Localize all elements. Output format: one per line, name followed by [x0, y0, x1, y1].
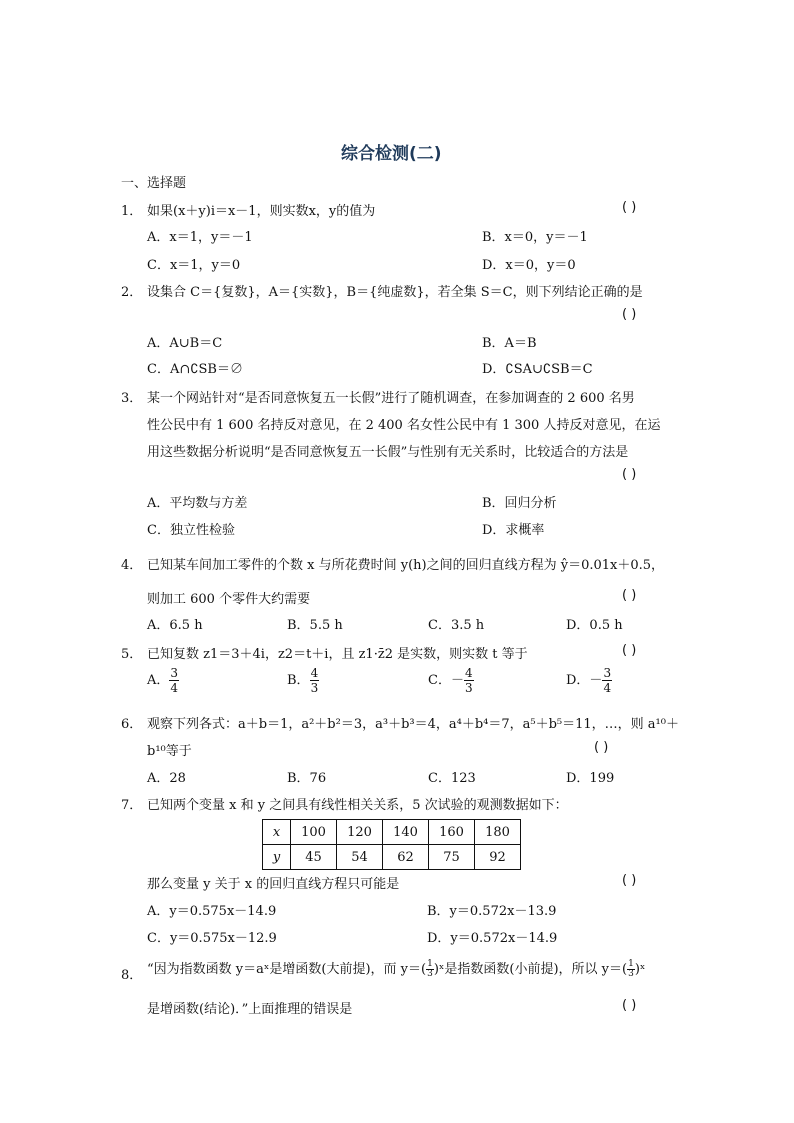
q4-option-b: B．5.5 h: [287, 618, 343, 633]
q2-number: 2．: [121, 285, 143, 300]
table-cell: 54: [337, 845, 383, 870]
table-row: [263, 820, 521, 845]
table-cell: 160: [429, 820, 475, 845]
q2-option-a: A．A∪B＝C: [147, 336, 223, 351]
q6-stem-line1: 观察下列各式：a＋b＝1，a²＋b²＝3，a³＋b³＝4，a⁴＋b⁴＝7，a⁵＋b⁵＝11，…，则 a¹⁰＋: [147, 717, 679, 732]
q3-number: 3．: [121, 391, 143, 406]
fraction: $\frac{1}{3}$: [628, 959, 634, 979]
q4-number: 4．: [121, 558, 143, 573]
q5-option-d: D．－ $\frac{3}{4}$: [566, 666, 612, 695]
q5-option-b: B． $\frac{4}{3}$: [287, 666, 319, 695]
q7-option-d: D．y＝0.572x－14.9: [427, 931, 558, 946]
table-header-y: y: [263, 845, 291, 870]
table-row: [263, 845, 521, 870]
table-cell: 180: [475, 820, 521, 845]
table-cell: 45: [291, 845, 337, 870]
q3-stem-line3: 用这些数据分析说明“是否同意恢复五一长假”与性别有无关系时，比较适合的方法是: [147, 445, 629, 460]
q3-option-b: B．回归分析: [482, 496, 557, 511]
q6-option-a: A．28: [147, 771, 186, 786]
q6-option-d: D．199: [566, 771, 615, 786]
q2-answer-paren: ( ): [622, 307, 637, 322]
table-cell: 140: [383, 820, 429, 845]
table-cell: 120: [337, 820, 383, 845]
q6-stem-line2: b¹⁰等于: [147, 744, 192, 759]
q6-option-b: B．76: [287, 771, 327, 786]
page-title: 综合检测(二): [341, 144, 442, 164]
q1-number: 1．: [121, 204, 143, 219]
table-header-x: x: [263, 820, 291, 845]
q8-stem-line2: 是增函数(结论)．”上面推理的错误是: [147, 1002, 353, 1017]
q3-stem-line1: 某一个网站针对“是否同意恢复五一长假”进行了随机调查，在参加调查的 2 600 名男: [147, 391, 635, 406]
q3-option-d: D．求概率: [482, 523, 545, 538]
q8-answer-paren: ( ): [622, 998, 637, 1013]
q3-option-a: A．平均数与方差: [147, 496, 248, 511]
q6-answer-paren: ( ): [594, 740, 609, 755]
q2-option-b: B．A＝B: [482, 336, 537, 351]
q7-data-table: [262, 819, 521, 870]
q6-option-c: C．123: [428, 771, 476, 786]
q7-answer-paren: ( ): [622, 873, 637, 888]
q3-stem-line2: 性公民中有 1 600 名持反对意见，在 2 400 名女性公民中有 1 300 人持反对意见，在运: [147, 418, 661, 433]
q8-stem-line1: “因为指数函数 y＝aˣ是增函数(大前提)，而 y＝( $\frac{1}{3}$ )ˣ是指数函数(小前提)，所以 y＝( $\frac{1}{3}$ )ˣ: [147, 959, 646, 979]
q1-option-d: D．x＝0，y＝0: [482, 258, 576, 273]
q2-stem: 设集合 C＝{复数}，A＝{实数}，B＝{纯虚数}，若全集 S＝C，则下列结论正确的是: [147, 285, 643, 300]
q1-option-b: B．x＝0，y＝－1: [482, 230, 588, 245]
q8-number: 8．: [121, 968, 143, 983]
table-cell: 92: [475, 845, 521, 870]
q7-option-c: C．y＝0.575x－12.9: [147, 931, 277, 946]
q1-option-a: A．x＝1，y＝－1: [147, 230, 253, 245]
q7-stem-line2: 那么变量 y 关于 x 的回归直线方程只可能是: [147, 877, 400, 892]
fraction: $\frac{4}{3}$: [464, 666, 473, 695]
q5-option-c: C．－ $\frac{4}{3}$: [428, 666, 473, 695]
q7-option-b: B．y＝0.572x－13.9: [427, 904, 557, 919]
q4-option-c: C．3.5 h: [428, 618, 485, 633]
q5-number: 5．: [121, 647, 143, 662]
q2-option-c: C．A∩∁SB＝∅: [147, 362, 243, 377]
q3-answer-paren: ( ): [622, 467, 637, 482]
q1-answer-paren: ( ): [622, 200, 637, 215]
q4-stem-line2: 则加工 600 个零件大约需要: [147, 592, 311, 607]
q7-stem-line1: 已知两个变量 x 和 y 之间具有线性相关关系，5 次试验的观测数据如下：: [147, 798, 568, 813]
q4-answer-paren: ( ): [622, 588, 637, 603]
fraction: $\frac{3}{4}$: [170, 666, 179, 695]
fraction: $\frac{4}{3}$: [310, 666, 319, 695]
q4-option-a: A．6.5 h: [147, 618, 203, 633]
q2-option-d: D．∁SA∪∁SB＝C: [482, 362, 593, 377]
q7-option-a: A．y＝0.575x－14.9: [147, 904, 277, 919]
q6-number: 6．: [121, 717, 143, 732]
fraction: $\frac{1}{3}$: [427, 959, 433, 979]
section-heading: 一、选择题: [121, 176, 187, 191]
q5-stem: 已知复数 z1＝3＋4i，z2＝t＋i，且 z1·z̄2 是实数，则实数 t 等于: [147, 647, 528, 662]
q5-option-a: A． $\frac{3}{4}$: [147, 666, 179, 695]
table-cell: 100: [291, 820, 337, 845]
q1-option-c: C．x＝1，y＝0: [147, 258, 241, 273]
q4-stem-line1: 已知某车间加工零件的个数 x 与所花费时间 y(h)之间的回归直线方程为 ŷ＝0.01x＋0.5，: [147, 558, 665, 573]
fraction: $\frac{3}{4}$: [603, 666, 612, 695]
q1-stem: 如果(x＋y)i＝x－1，则实数x，y的值为: [147, 204, 376, 219]
table-cell: 62: [383, 845, 429, 870]
q4-option-d: D．0.5 h: [566, 618, 623, 633]
q7-number: 7．: [121, 798, 143, 813]
table-cell: 75: [429, 845, 475, 870]
q5-answer-paren: ( ): [622, 643, 637, 658]
q3-option-c: C．独立性检验: [147, 523, 235, 538]
